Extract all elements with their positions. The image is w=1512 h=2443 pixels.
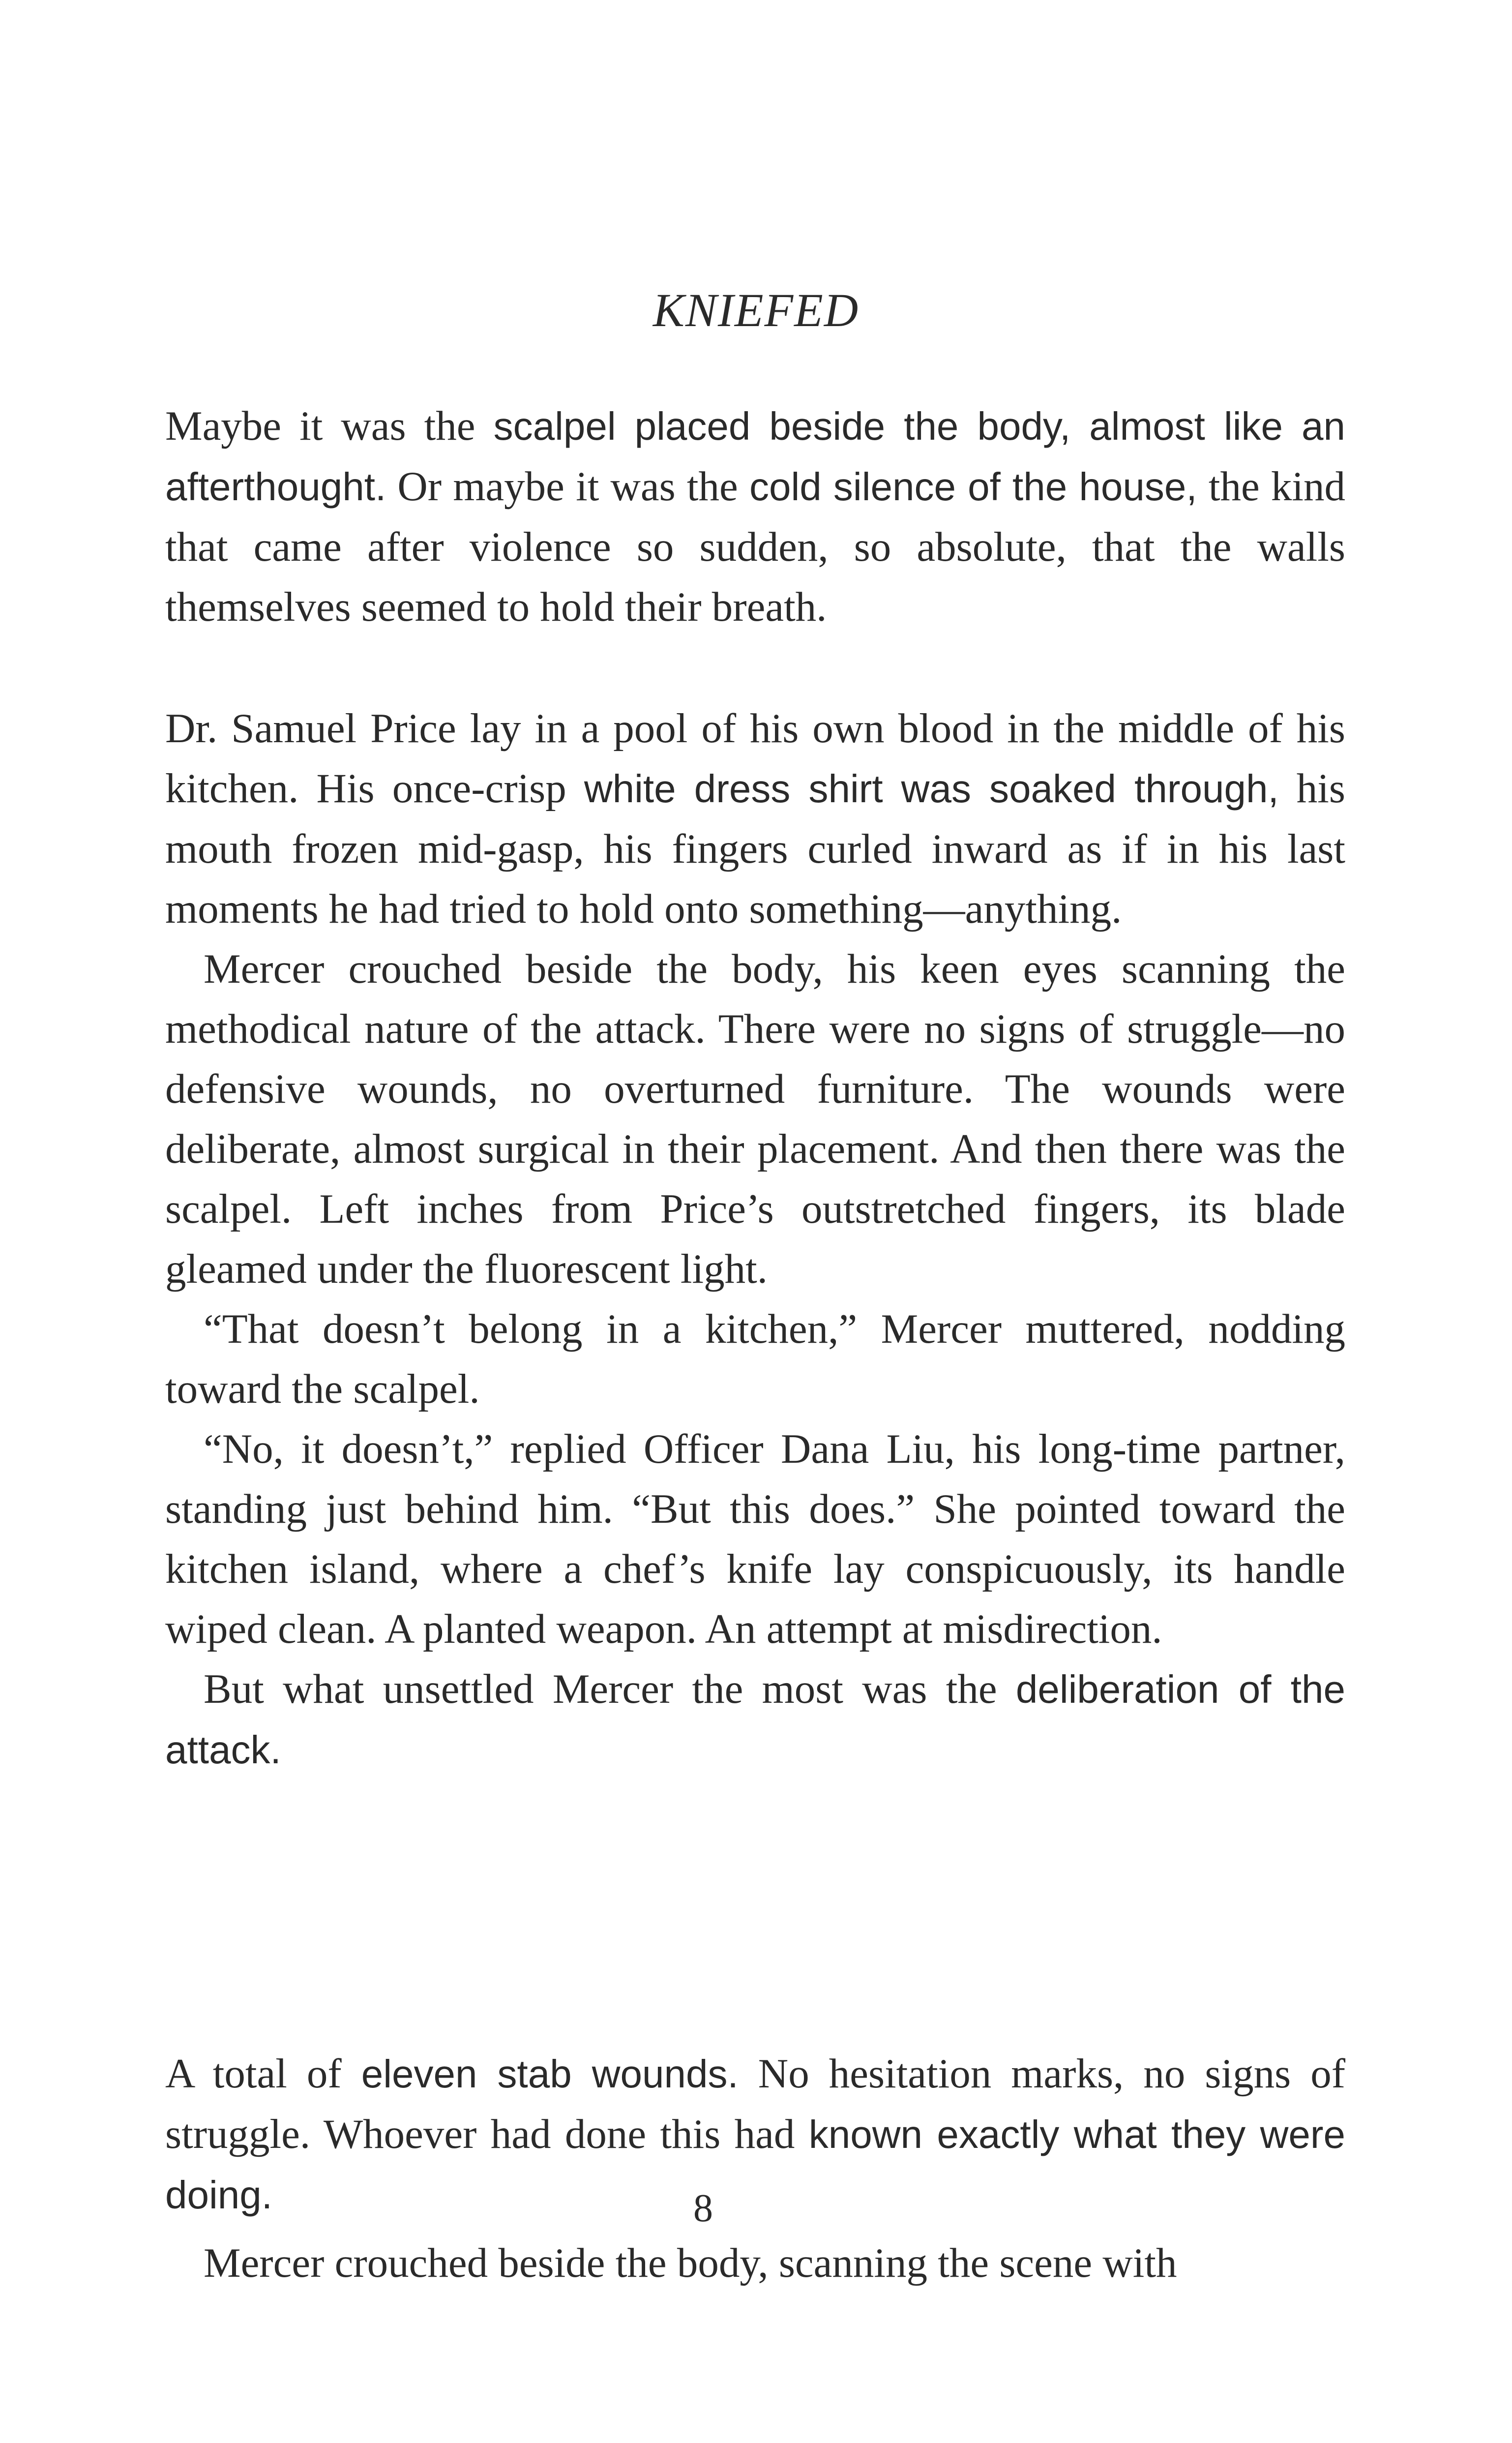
- paragraph-group-2: [165, 698, 1345, 1780]
- running-header: KNIEFED: [652, 284, 860, 336]
- text-run: the kind that came after violence so sudden, so absolute, that the walls themselves seemed to hold their breath.: [165, 463, 1345, 630]
- paragraph-2: [165, 698, 1345, 939]
- text-run: Or maybe it was the: [386, 463, 749, 510]
- text-run: his mouth frozen mid-gasp, his fingers curled inward as if in his last moments he had tried to hold onto something—anything.: [165, 765, 1345, 932]
- text-run: known exactly what they were doing.: [165, 2112, 1346, 2217]
- paragraph-7: [165, 2044, 1345, 2225]
- text-run: eleven stab wounds.: [361, 2052, 739, 2096]
- text-run: A total of: [165, 2051, 361, 2097]
- text-run: No hesitation marks, no signs of struggle. Whoever had done this had: [165, 2051, 1346, 2157]
- paragraph-5: “No, it doesn’t,” replied Officer Dana Liu, his long-time partner, standing just behind him. “But this does.” She pointed toward the kitchen island, where a chef’s knife lay conspicuously, its handle wiped clean. A planted weapon. An attempt at misdirection.: [165, 1426, 1345, 1652]
- text-run: But what unsettled Mercer the most was the: [204, 1666, 1016, 1712]
- text-run: Maybe it was the: [165, 403, 494, 449]
- page-number: 8: [693, 2187, 713, 2230]
- paragraph-6: [165, 1659, 1345, 1780]
- paragraph-4: “That doesn’t belong in a kitchen,” Mercer muttered, nodding toward the scalpel.: [165, 1306, 1345, 1412]
- text-run: Dr. Samuel Price lay in a pool of his own blood in the middle of his kitchen. His once-crisp: [165, 705, 1345, 812]
- paragraph-3: Mercer crouched beside the body, his keen eyes scanning the methodical nature of the attack. There were no signs of struggle—no defensive wounds, no overturned furniture. The wounds were deliberate, almost surgical in their placement. And then there was the scalpel. Left inches from Price’s outstretched fingers, its blade gleamed under the fluorescent light.: [165, 946, 1345, 1292]
- text-run: white dress shirt was soaked through,: [584, 767, 1279, 811]
- paragraph-group-4: [165, 2233, 1345, 2293]
- paragraph-1: [165, 396, 1345, 637]
- text-run: deliberation of the attack.: [165, 1667, 1345, 1772]
- text-run: cold silence of the house,: [749, 465, 1197, 509]
- paragraph-group-3: [165, 2044, 1345, 2225]
- text-run: scalpel placed beside the body, almost like an afterthought.: [165, 404, 1346, 509]
- paragraph-8: Mercer crouched beside the body, scanning the scene with: [204, 2240, 1177, 2286]
